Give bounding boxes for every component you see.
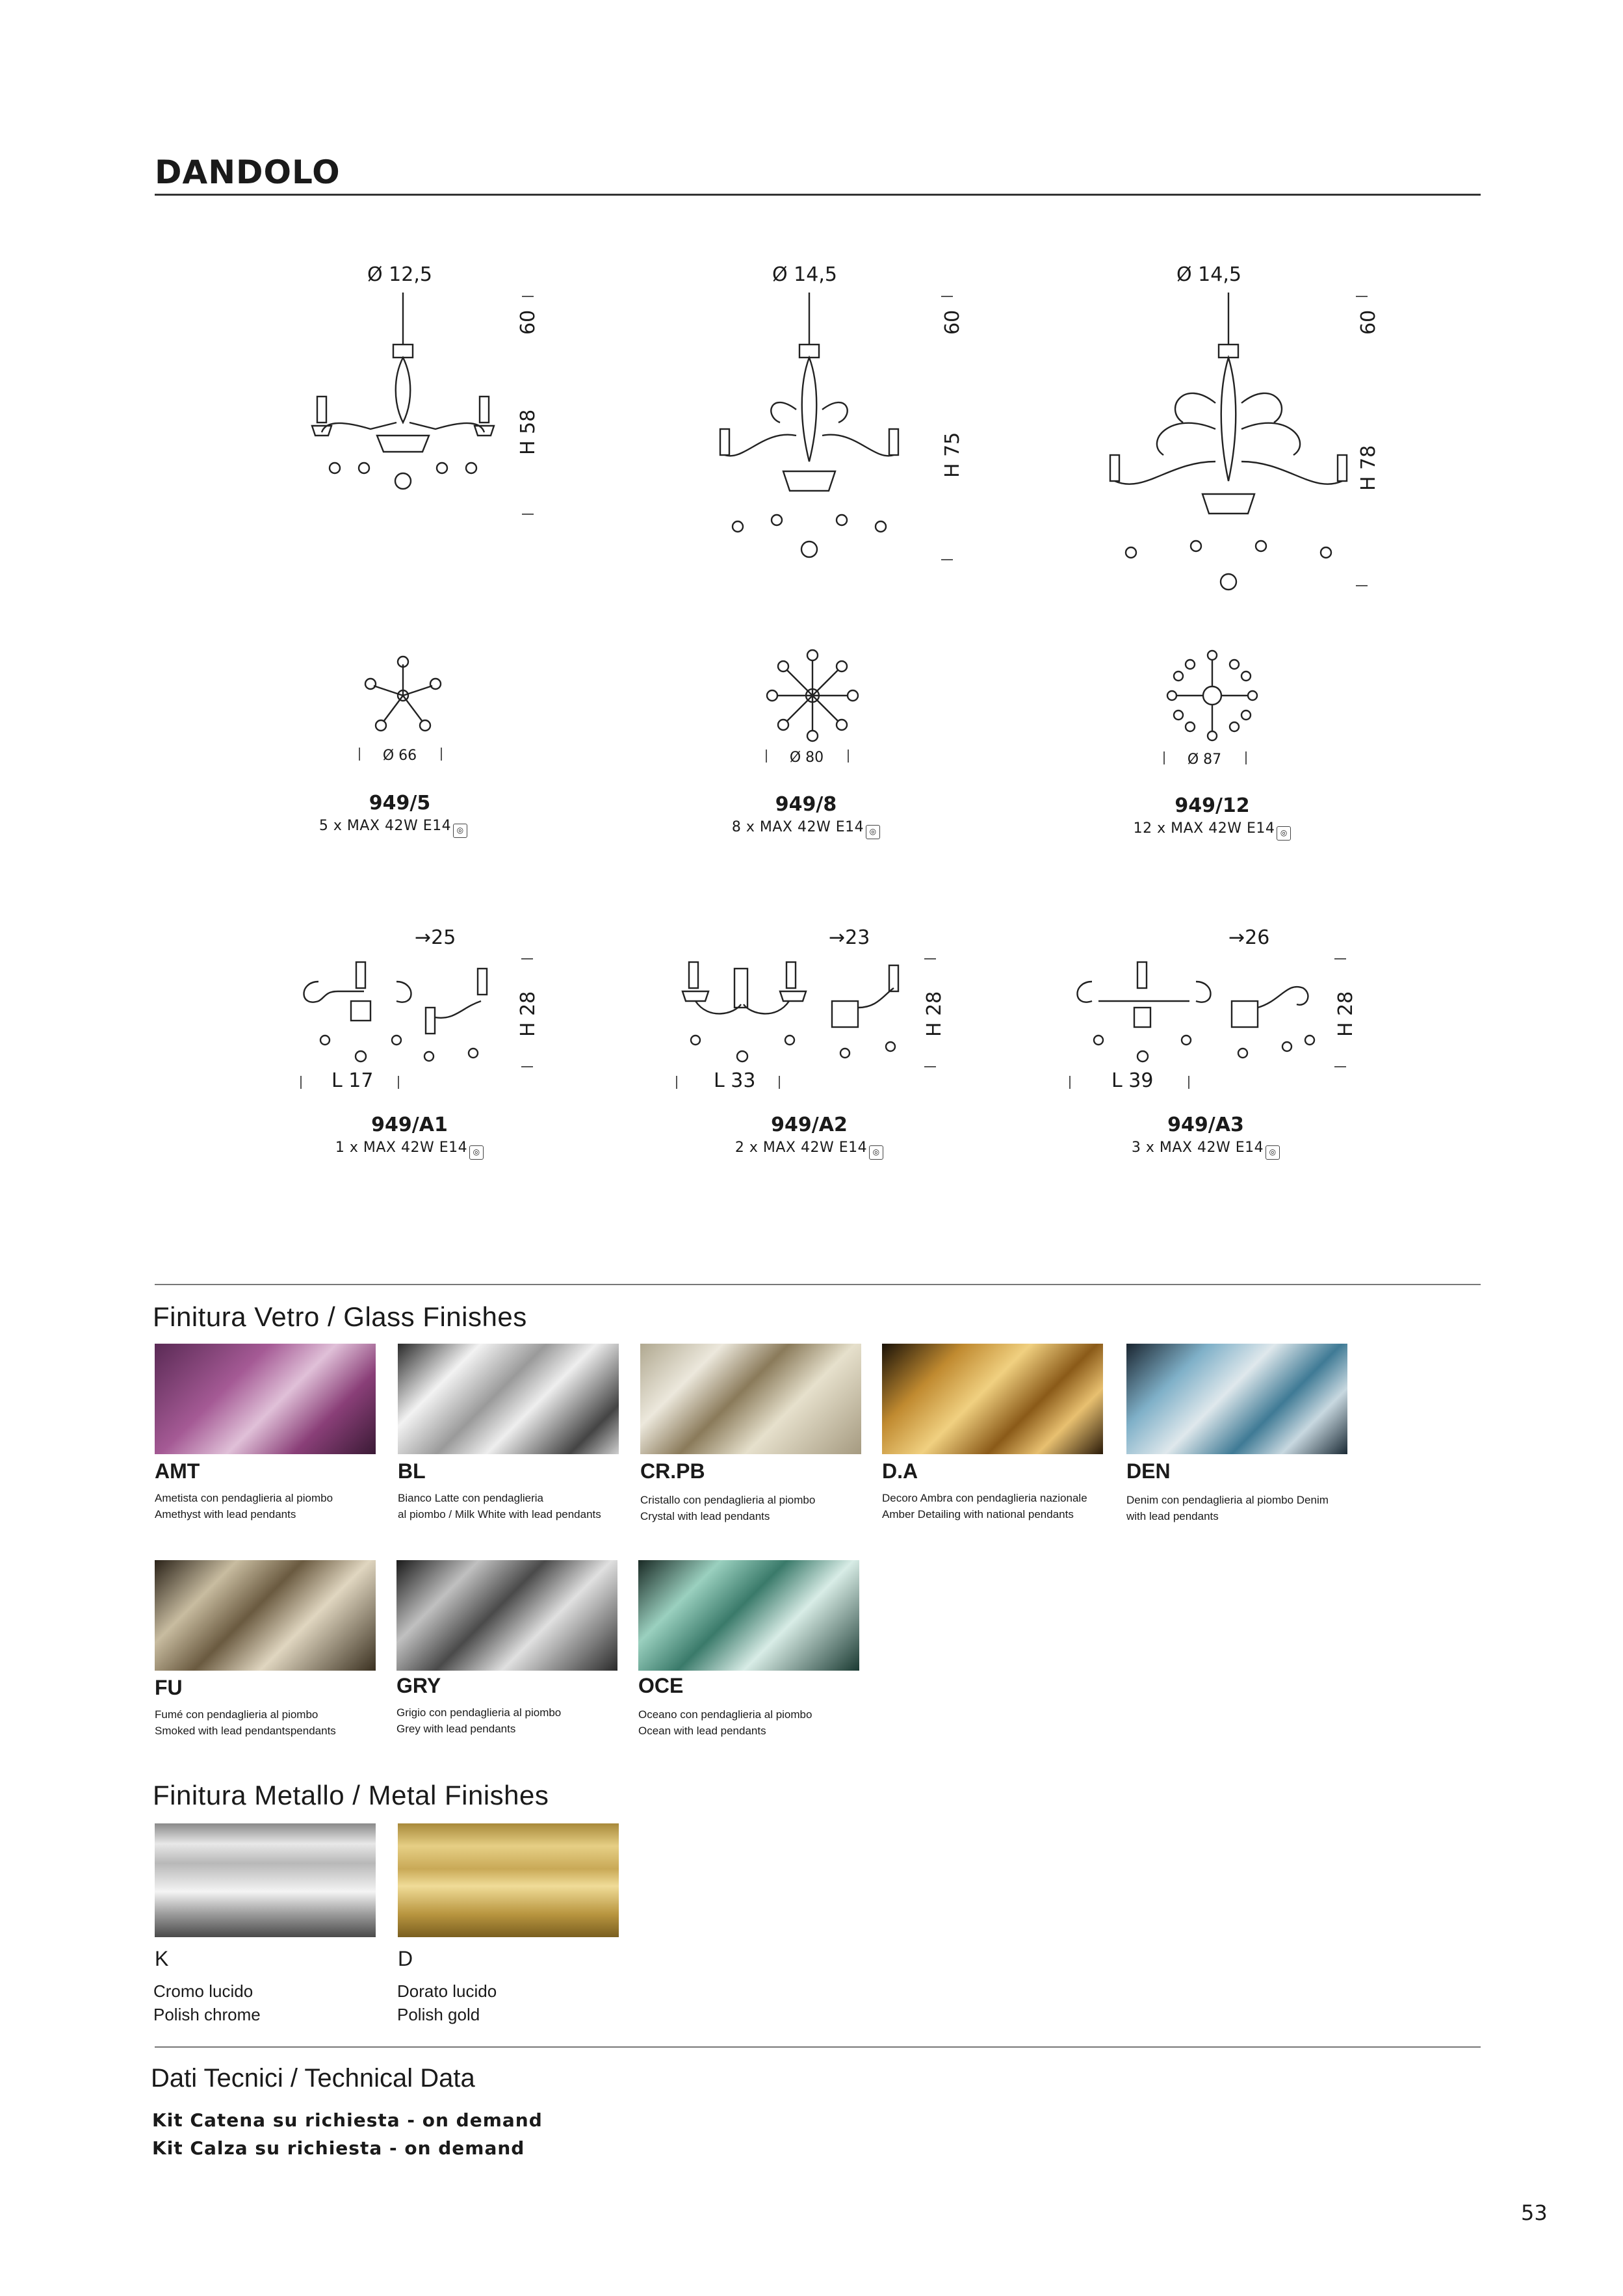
height-dimension: H 75 (941, 432, 964, 478)
product-spec: 3 x MAX 42W E14 ◎ (1076, 1140, 1336, 1160)
wall-light-a2-drawing (669, 956, 916, 1066)
height-dimension: H 28 (517, 991, 539, 1037)
swatch-amt (155, 1344, 376, 1454)
swatch-den (1126, 1344, 1347, 1454)
finish-code: BL (398, 1459, 426, 1483)
technical-line: Kit Catena su richiesta - on demand (152, 2109, 543, 2131)
finish-code: GRY (396, 1674, 441, 1697)
finish-description: Ametista con pendaglieria al piombo Amethyst with lead pendants (155, 1492, 333, 1520)
top-diameter: Ø 14,5 (1176, 263, 1241, 286)
product-code: 949/5 (369, 792, 431, 815)
finish-code: K (155, 1947, 169, 1970)
chandelier-12-drawing (1092, 293, 1365, 592)
finish-description: Oceano con pendaglieria al piombo Ocean with lead pendants (638, 1708, 812, 1737)
product-spec: 12 x MAX 42W E14 ◎ (1082, 820, 1342, 841)
product-spec: 8 x MAX 42W E14 ◎ (676, 819, 936, 839)
title-divider (155, 194, 1481, 196)
length-dimension: L 33 (714, 1069, 756, 1092)
chandelier-8-drawing (699, 293, 920, 566)
plan-diameter: Ø 80 (789, 750, 824, 766)
finish-description: Dorato lucido Polish gold (397, 1981, 497, 2024)
metal-finishes-title: Finitura Metallo / Metal Finishes (153, 1780, 549, 1810)
swatch-gry (396, 1560, 617, 1671)
wall-light-a3-drawing (1072, 956, 1326, 1066)
section-divider (155, 2046, 1481, 2048)
finish-code: OCE (638, 1674, 684, 1697)
length-dimension: L 17 (331, 1069, 374, 1092)
finish-code: CR.PB (640, 1459, 705, 1483)
chandelier-5-drawing (299, 293, 507, 520)
finish-code: D.A (882, 1459, 918, 1483)
product-code: 949/12 (1175, 794, 1250, 817)
section-divider (155, 1284, 1481, 1285)
depth-dimension: →23 (829, 926, 870, 949)
plan-view-12 (1167, 650, 1258, 741)
drop-dimension: 60 (941, 309, 964, 335)
swatch-crpb (640, 1344, 861, 1454)
glass-finishes-title: Finitura Vetro / Glass Finishes (153, 1301, 527, 1332)
plan-view-5 (364, 657, 442, 735)
drop-dimension: 60 (1357, 309, 1380, 335)
finish-description: Cristallo con pendaglieria al piombo Crystal with lead pendants (640, 1494, 816, 1522)
product-spec: 5 x MAX 42W E14 ◎ (263, 818, 523, 838)
height-dimension: H 58 (517, 409, 539, 455)
product-code: 949/A2 (771, 1114, 848, 1136)
finish-description: Denim con pendaglieria al piombo Denim with lead pendants (1126, 1494, 1329, 1522)
bulb-icon: ◎ (1277, 826, 1291, 841)
drop-dimension: 60 (517, 309, 539, 335)
height-dimension: H 28 (1334, 991, 1357, 1037)
plan-diameter: Ø 87 (1187, 751, 1222, 768)
finish-description: Decoro Ambra con pendaglieria nazionale Amber Detailing with national pendants (882, 1492, 1087, 1520)
product-code: 949/8 (775, 793, 837, 816)
product-spec: 2 x MAX 42W E14 ◎ (679, 1140, 939, 1160)
technical-data-title: Dati Tecnici / Technical Data (151, 2064, 475, 2093)
bulb-icon: ◎ (469, 1145, 484, 1160)
finish-code: FU (155, 1676, 183, 1699)
top-diameter: Ø 12,5 (367, 263, 432, 286)
bulb-icon: ◎ (1266, 1145, 1280, 1160)
wall-light-a1-drawing (299, 956, 507, 1066)
plan-view-8 (767, 650, 858, 741)
swatch-chrome (155, 1823, 376, 1937)
depth-dimension: →25 (415, 926, 456, 949)
height-dimension: H 78 (1357, 445, 1380, 491)
bulb-icon: ◎ (866, 825, 880, 839)
finish-description: Fumé con pendaglieria al piombo Smoked with lead pendantspendants (155, 1708, 336, 1737)
product-code: 949/A3 (1167, 1114, 1244, 1136)
product-code: 949/A1 (371, 1114, 448, 1136)
finish-code: DEN (1126, 1459, 1171, 1483)
finish-code: AMT (155, 1459, 200, 1483)
bulb-icon: ◎ (869, 1145, 883, 1160)
swatch-oce (638, 1560, 859, 1671)
depth-dimension: →26 (1228, 926, 1270, 949)
swatch-fu (155, 1560, 376, 1671)
page-title: DANDOLO (155, 153, 341, 191)
height-dimension: H 28 (923, 991, 946, 1037)
swatch-gold (398, 1823, 619, 1937)
plan-diameter: Ø 66 (382, 748, 417, 764)
length-dimension: L 39 (1111, 1069, 1154, 1092)
finish-description: Cromo lucido Polish chrome (153, 1981, 261, 2024)
bulb-icon: ◎ (453, 824, 467, 838)
swatch-bl (398, 1344, 619, 1454)
product-spec: 1 x MAX 42W E14 ◎ (279, 1140, 539, 1160)
swatch-da (882, 1344, 1103, 1454)
finish-code: D (398, 1947, 413, 1970)
finish-description: Grigio con pendaglieria al piombo Grey with lead pendants (396, 1706, 562, 1735)
page-number: 53 (1521, 2200, 1548, 2225)
finish-description: Bianco Latte con pendaglieria al piombo / Milk White with lead pendants (398, 1492, 601, 1520)
top-diameter: Ø 14,5 (772, 263, 837, 286)
technical-line: Kit Calza su richiesta - on demand (152, 2137, 525, 2159)
